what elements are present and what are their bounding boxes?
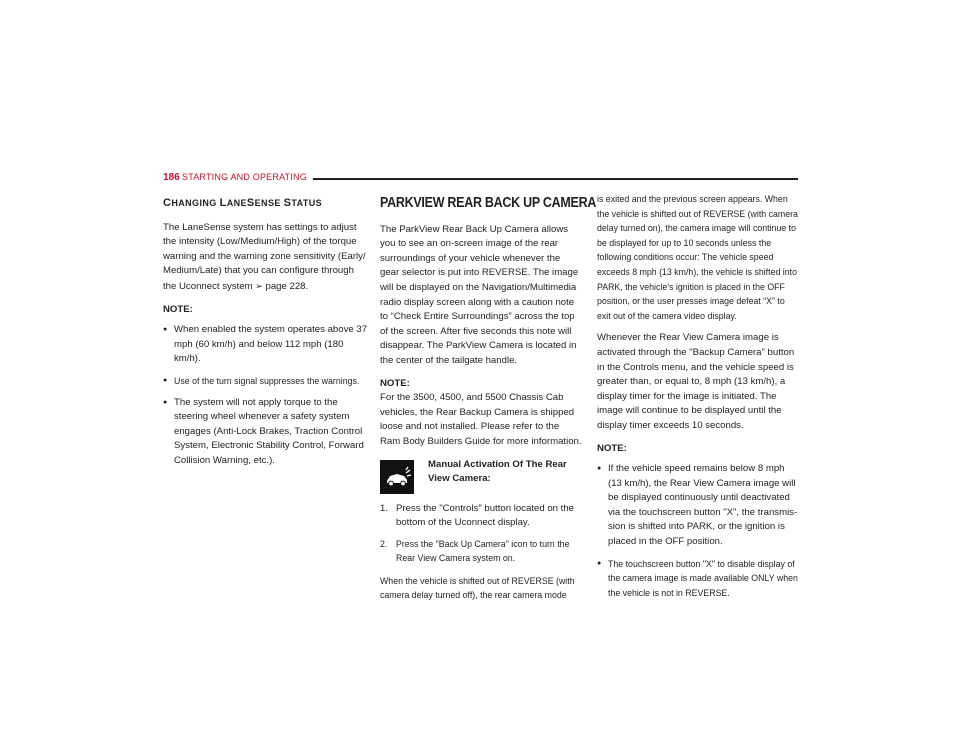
rear-camera-icon: [380, 460, 414, 494]
note-label: NOTE:: [380, 377, 410, 389]
right-column: [597, 192, 799, 607]
note-label: NOTE:: [163, 303, 193, 315]
backup-camera-paragraph: Whenever the Rear View Camera image is activated through the "Backup Camera" button in the Controls menu, and the vehicle speed is greater than, or equal to, 8 mph (13 km/h), a display timer for the image is initiated. The image will continue to be displayed until the display timer exceeds 10 seconds.: [597, 332, 795, 431]
chassis-note: NOTE: For the 3500, 4500, and 5500 Chassis Cab vehicles, the Rear Backup Camera is shipped loose and not installed. Please refer to the Ram Body Builders Guide for more information.: [380, 377, 582, 447]
activation-steps: [380, 502, 582, 566]
section-title: STARTING AND OPERATING: [182, 172, 307, 182]
header-rule: [313, 178, 798, 180]
list-item: 1. Press the "Controls" button located on the bottom of the Uconnect display.: [380, 502, 575, 529]
note-label: NOTE:: [597, 442, 627, 454]
list-item: ● If the vehicle speed remains below 8 mph (13 km/h), the Rear View Camera image will be displayed continuously until deactivated via the touchscreen button "X", the transmis-sion is shifted into PARK, or the ignition is placed in the OFF position.: [597, 462, 799, 550]
lanesense-notes: [163, 323, 368, 468]
parkview-heading: PARKVIEW REAR BACK UP CAMERA: [380, 195, 597, 211]
page-ref-link[interactable]: page 228.: [265, 280, 309, 292]
list-item: ● When enabled the system operates above 37 mph (60 km/h) and below 112 mph (180 km/h).: [163, 323, 368, 367]
middle-column: [380, 195, 597, 611]
page-number: 186: [163, 172, 180, 183]
lanesense-intro: The LaneSense system has settings to adjust the intensity (Low/Medium/High) of the torque warning and the warning zone sensitivity (Early/ Medium/Late) that you can configure through the Uconnect system ➢ page 228.: [163, 221, 366, 292]
list-item: ● The touchscreen button "X" to disable display of the camera image is made available ONLY when the vehicle is not in REVERSE.: [597, 557, 799, 601]
parkview-intro: The ParkView Rear Back Up Camera allows you to see an on-screen image of the rear surroundings of your vehicle whenever the gear selector is put into REVERSE. The image will be displayed on the Navigation/Multimedia radio display screen along with a caution note to “Check Entire Surroundings” across the top of the screen. After five seconds this note will disappear. The ParkView Camera is located in the center of the tailgate handle.: [380, 223, 579, 366]
reverse-exit-text: When the vehicle is shifted out of REVERSE (with camera delay turned off), the rear camera mode: [380, 575, 575, 601]
left-column: [163, 196, 368, 476]
page-header: [163, 172, 798, 188]
page-ref-arrow-icon: ➢: [255, 280, 263, 291]
list-item: ● The system will not apply torque to the steering wheel whenever a safety system engages (Anti-Lock Brakes, Traction Control System, Electronic Stability Control, Forward Collision Warning, etc.).: [163, 396, 368, 469]
list-item: 2. Press the "Back Up Camera" icon to turn the Rear View Camera system on.: [380, 538, 570, 564]
camera-notes: [597, 462, 799, 600]
manual-activation-block: [380, 458, 582, 494]
list-item: ● Use of the turn signal suppresses the warnings.: [163, 374, 368, 389]
lanesense-heading: CHANGING LANESENSE STATUS: [163, 197, 323, 209]
camera-delay-paragraph: is exited and the previous screen appears. When the vehicle is shifted out of REVERSE (with camera delay turned on), the camera image will continue to be displayed for up to 10 seconds unless the following conditions occur: The vehicle speed exceeds 8 mph (13 km/h), the vehicle is shifted into PARK, the vehicle’s ignition is placed in the OFF position, or the user presses image defeat “X” to exit out of the camera video display.: [597, 194, 798, 321]
manual-activation-heading: Manual Activation Of The Rear View Camera:: [428, 458, 567, 484]
